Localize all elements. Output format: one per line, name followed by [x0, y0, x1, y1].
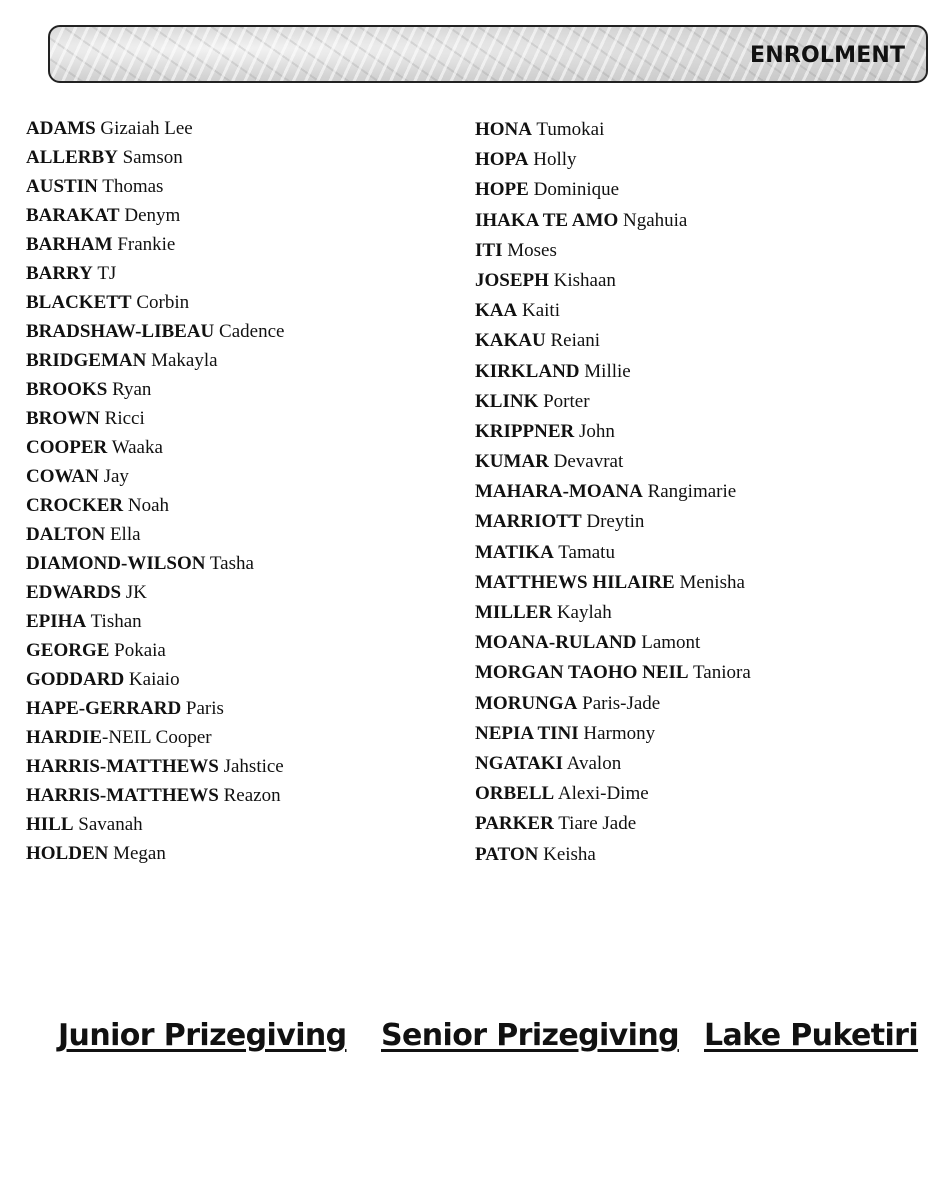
student-entry	[475, 600, 751, 630]
student-entry	[475, 842, 751, 872]
student-entry	[26, 464, 284, 493]
student-given-name: Samson	[122, 147, 183, 168]
student-given-name: Dreytin	[586, 511, 645, 533]
student-entry	[475, 419, 751, 449]
student-given-name: Tumokai	[536, 119, 605, 140]
prizegiving-links	[0, 1018, 919, 1068]
student-entry	[475, 660, 751, 690]
student-surname: KAKAU	[475, 330, 546, 352]
student-surname: HARDIE	[26, 727, 103, 748]
student-given-name: Devavrat	[553, 451, 624, 473]
student-given-name: Ricci	[104, 408, 145, 429]
student-entry	[26, 783, 284, 812]
senior-prizegiving-link[interactable]: Senior Prizegiving	[381, 1018, 679, 1053]
student-surname: MATIKA	[475, 541, 554, 563]
student-entry	[475, 359, 751, 389]
student-given-name: Reazon	[223, 785, 281, 806]
student-given-name: Tamatu	[558, 541, 615, 563]
student-surname: ADAMS	[26, 118, 96, 139]
student-surname: KRIPPNER	[475, 420, 575, 442]
student-given-name: Ella	[109, 524, 141, 545]
student-surname: MARRIOTT	[475, 511, 582, 533]
student-surname: HONA	[475, 119, 532, 140]
student-given-name: Makayla	[151, 350, 218, 371]
student-given-name: Dominique	[533, 179, 620, 201]
student-given-name: Savanah	[78, 814, 143, 835]
student-surname: KLINK	[475, 390, 539, 412]
student-entry	[26, 406, 284, 435]
student-given-name: Ryan	[112, 379, 152, 400]
student-surname: ORBELL	[475, 783, 555, 805]
student-given-name: Tasha	[209, 553, 254, 574]
lake-puketiri-link[interactable]: Lake Puketiri	[704, 1018, 919, 1053]
student-surname: MATTHEWS HILAIRE	[475, 571, 675, 593]
student-entry	[26, 319, 284, 348]
student-entry	[26, 725, 284, 754]
student-surname: GODDARD	[26, 669, 125, 690]
student-entry	[475, 117, 751, 147]
student-surname: DIAMOND-WILSON	[26, 553, 206, 574]
student-surname: BRADSHAW-LIBEAU	[26, 321, 215, 342]
student-surname: MORGAN TAOHO NEIL	[475, 662, 689, 684]
student-surname: HAPE-GERRARD	[26, 698, 182, 719]
student-given-name: Waaka	[111, 437, 163, 458]
student-given-name: Jahstice	[223, 756, 284, 777]
student-surname: BROWN	[26, 408, 100, 429]
student-surname: HOPA	[475, 149, 529, 171]
student-surname: HILL	[26, 814, 74, 835]
student-given-name: Frankie	[117, 234, 176, 255]
student-entry	[26, 667, 284, 696]
student-entry	[475, 449, 751, 479]
student-entry	[475, 208, 751, 238]
student-given-name: Kaiaio	[128, 669, 180, 690]
student-entry	[475, 570, 751, 600]
student-entry	[26, 812, 284, 841]
student-surname: CROCKER	[26, 495, 124, 516]
student-surname: BRIDGEMAN	[26, 350, 147, 371]
student-entry	[26, 377, 284, 406]
student-entry	[475, 268, 751, 298]
student-surname: COOPER	[26, 437, 108, 458]
student-given-name: Keisha	[543, 843, 596, 865]
student-entry	[475, 751, 751, 781]
student-surname: KUMAR	[475, 451, 549, 473]
student-given-name: Lamont	[641, 632, 701, 654]
student-entry	[475, 479, 751, 509]
student-entry	[475, 630, 751, 660]
student-surname: EDWARDS	[26, 582, 122, 603]
student-surname: MAHARA-MOANA	[475, 481, 643, 503]
student-entry	[26, 203, 284, 232]
student-given-name: Denym	[124, 205, 181, 226]
student-surname: BLACKETT	[26, 292, 132, 313]
student-entry	[26, 493, 284, 522]
student-surname: JOSEPH	[475, 269, 549, 291]
student-entry	[475, 147, 751, 177]
student-given-name: Tishan	[90, 611, 142, 632]
student-given-name: Paris	[185, 698, 224, 719]
student-surname: MORUNGA	[475, 692, 578, 714]
student-entry	[475, 811, 751, 841]
student-given-name: TJ	[97, 263, 117, 284]
student-surname: GEORGE	[26, 640, 110, 661]
student-entry	[475, 238, 751, 268]
student-given-name: Gizaiah Lee	[100, 118, 193, 139]
student-given-name: -NEIL Cooper	[102, 727, 212, 748]
student-surname: NGATAKI	[475, 752, 563, 774]
student-given-name: Noah	[127, 495, 170, 516]
student-entry	[26, 696, 284, 725]
student-entry	[26, 348, 284, 377]
student-given-name: Thomas	[102, 176, 164, 197]
student-given-name: Moses	[507, 239, 557, 261]
student-entry	[26, 551, 284, 580]
student-surname: MILLER	[475, 602, 553, 623]
student-entry	[26, 116, 284, 145]
student-surname: HOPE	[475, 179, 529, 201]
student-surname: IHAKA TE AMO	[475, 209, 619, 231]
student-given-name: Millie	[584, 360, 631, 382]
student-entry	[26, 754, 284, 783]
student-surname: ITI	[475, 239, 503, 261]
student-list-left	[26, 116, 284, 870]
student-entry	[26, 435, 284, 464]
student-entry	[26, 290, 284, 319]
student-given-name: Holly	[533, 149, 577, 171]
student-given-name: Rangimarie	[647, 481, 737, 503]
student-surname: HARRIS-MATTHEWS	[26, 756, 219, 777]
student-given-name: John	[578, 420, 615, 442]
student-given-name: Kishaan	[553, 269, 616, 291]
student-entry	[475, 781, 751, 811]
student-entry	[26, 841, 284, 870]
student-surname: BARHAM	[26, 234, 113, 255]
student-entry	[26, 580, 284, 609]
student-entry	[26, 638, 284, 667]
student-given-name: Reiani	[550, 330, 601, 352]
student-entry	[475, 177, 751, 207]
student-surname: ALLERBY	[26, 147, 118, 168]
student-entry	[26, 261, 284, 290]
student-given-name: Avalon	[566, 752, 622, 774]
student-given-name: Ngahuia	[622, 209, 688, 231]
junior-prizegiving-link[interactable]: Junior Prizegiving	[58, 1018, 347, 1053]
student-given-name: Harmony	[583, 722, 656, 744]
student-given-name: Pokaia	[114, 640, 166, 661]
student-surname: KIRKLAND	[475, 360, 580, 382]
student-given-name: Paris-Jade	[582, 692, 661, 714]
student-given-name: Menisha	[679, 571, 745, 593]
student-given-name: Kaylah	[556, 602, 612, 623]
student-given-name: Megan	[113, 843, 166, 864]
student-surname: NEPIA TINI	[475, 722, 579, 744]
student-surname: AUSTIN	[26, 176, 98, 197]
student-surname: EPIHA	[26, 611, 87, 632]
student-given-name: Alexi-Dime	[557, 783, 649, 805]
student-entry	[475, 389, 751, 419]
student-given-name: Jay	[103, 466, 129, 487]
student-entry	[26, 174, 284, 203]
student-surname: MOANA-RULAND	[475, 632, 637, 654]
student-list-right	[475, 117, 751, 872]
student-surname: DALTON	[26, 524, 106, 545]
enrolment-banner	[48, 25, 928, 83]
student-entry	[475, 540, 751, 570]
student-entry	[475, 328, 751, 358]
student-surname: HARRIS-MATTHEWS	[26, 785, 219, 806]
student-entry	[26, 145, 284, 174]
student-entry	[475, 509, 751, 539]
student-given-name: Cadence	[219, 321, 285, 342]
student-given-name: Kaiti	[521, 300, 560, 322]
student-surname: HOLDEN	[26, 843, 109, 864]
student-entry	[475, 721, 751, 751]
student-given-name: Corbin	[136, 292, 190, 313]
student-entry	[475, 691, 751, 721]
banner-title: ENROLMENT	[750, 43, 906, 68]
student-given-name: Porter	[543, 390, 590, 412]
student-surname: PATON	[475, 843, 539, 865]
student-entry	[26, 609, 284, 638]
student-entry	[26, 232, 284, 261]
student-entry	[475, 298, 751, 328]
student-given-name: Tiare Jade	[558, 813, 637, 835]
student-surname: COWAN	[26, 466, 99, 487]
student-surname: BARRY	[26, 263, 93, 284]
student-given-name: Taniora	[693, 662, 751, 684]
student-surname: KAA	[475, 300, 518, 322]
student-given-name: JK	[125, 582, 147, 603]
student-surname: BARAKAT	[26, 205, 120, 226]
student-surname: BROOKS	[26, 379, 108, 400]
student-surname: PARKER	[475, 813, 554, 835]
student-entry	[26, 522, 284, 551]
